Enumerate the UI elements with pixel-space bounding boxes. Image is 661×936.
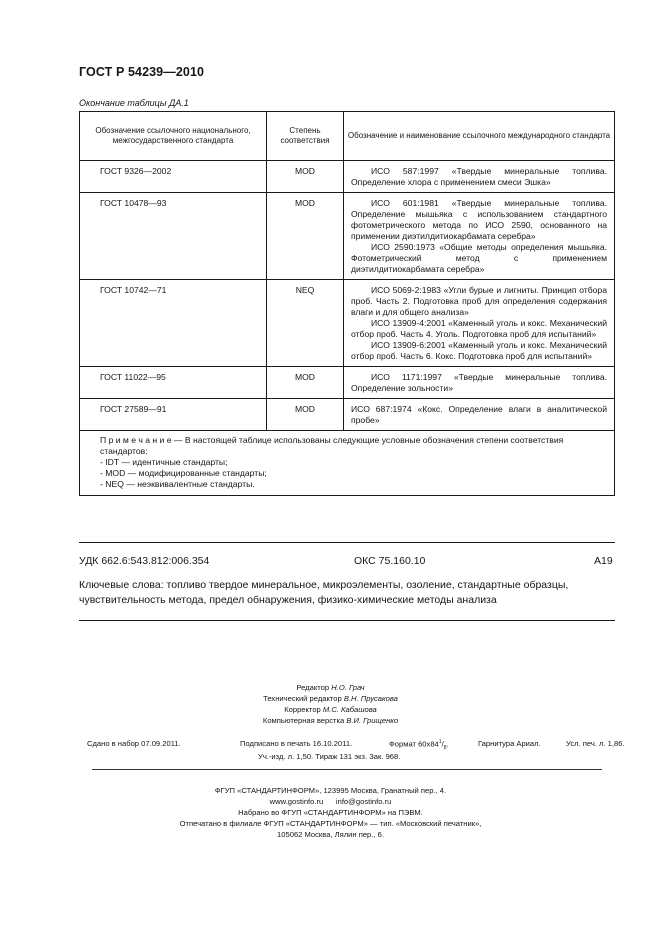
reference-line: ИСО 587:1997 «Твердые минеральные топлива. Определение хлора с применением смеси Эшка»	[351, 166, 607, 187]
classification-code: А19	[594, 555, 613, 567]
table-row	[80, 193, 615, 280]
staff-name: В.И. Грищенко	[346, 716, 399, 725]
publisher-web: www.gostinfo.ru info@gostinfo.ru	[269, 797, 392, 806]
staff-name: Н.О. Грач	[331, 683, 365, 692]
table-note	[80, 431, 615, 496]
publisher-line: ФГУП «СТАНДАРТИНФОРМ», 123995 Москва, Гранатный пер., 4.	[214, 786, 447, 795]
staff-corrector	[0, 705, 661, 714]
print-format	[389, 739, 449, 751]
note-item: - IDT — идентичные стандарты;	[100, 457, 228, 467]
print-edition: Уч.-изд. л. 1,50. Тираж 131 экз. Зак. 968.	[258, 752, 401, 761]
table-row	[80, 280, 615, 367]
divider-thin	[92, 769, 602, 770]
print-typeface: Гарнитура Ариал.	[478, 739, 541, 748]
international-standard-cell	[344, 193, 615, 280]
table-row	[80, 161, 615, 193]
note-text	[100, 435, 608, 457]
format-sub: 8	[443, 745, 447, 752]
staff-layout	[0, 716, 661, 725]
print-submitted: Сдано в набор 07.09.2011.	[87, 739, 181, 748]
reference-line: ИСО 601:1981 «Твердые минеральные топлива. Определение мышьяка с использованием стандартного фотометрического метода по ИСО 2590, основанного на применении диэтилдитиокарбамата серебра»	[351, 198, 607, 241]
reference-line: ИСО 2590:1973 «Общие методы определения мышьяка. Фотометрический метод с применением диэтилдитиокарбамата серебра»	[351, 242, 607, 274]
divider-bottom	[79, 620, 615, 621]
reference-line: ИСО 1171:1997 «Твердые минеральные топлива. Определение зольности»	[351, 372, 607, 393]
table-header-row	[80, 112, 615, 161]
staff-role: Компьютерная верстка	[262, 716, 345, 725]
degree-cell: MOD	[267, 193, 344, 280]
international-standard-cell	[344, 280, 615, 367]
staff-name: М.С. Кабашова	[322, 705, 377, 714]
staff-role: Корректор	[284, 705, 321, 714]
print-signed: Подписано в печать 16.10.2011.	[240, 739, 353, 748]
table-row	[80, 367, 615, 399]
publisher-line: Набрано во ФГУП «СТАНДАРТИНФОРМ» на ПЭВМ.	[238, 808, 423, 817]
international-standard-cell	[344, 161, 615, 193]
staff-role: Технический редактор	[263, 694, 342, 703]
column-header-national-standard: Обозначение ссылочного национального, межгосударственного стандарта	[80, 112, 267, 161]
degree-cell: MOD	[267, 399, 344, 431]
column-header-international-standard: Обозначение и наименование ссылочного международного стандарта	[344, 112, 615, 161]
note-item: - NEQ — неэквивалентные стандарты.	[100, 479, 255, 489]
national-standard-cell: ГОСТ 11022—95	[80, 367, 267, 399]
note-body: — В настоящей таблице использованы следующие условные обозначения степени соответствия стандартов:	[100, 435, 564, 456]
format-slash: /	[441, 739, 444, 749]
staff-name: В.Н. Прусакова	[343, 694, 398, 703]
degree-cell: MOD	[267, 161, 344, 193]
note-label: П р и м е ч а н и е	[100, 435, 172, 445]
page-header-title: ГОСТ Р 54239—2010	[79, 65, 205, 79]
national-standard-cell: ГОСТ 9326—2002	[80, 161, 267, 193]
format-sup: 1	[438, 739, 442, 745]
reference-table	[79, 111, 615, 496]
note-item: - MOD — модифицированные стандарты;	[100, 468, 267, 478]
format-value: Формат 60х84	[389, 739, 439, 749]
national-standard-cell: ГОСТ 10478—93	[80, 193, 267, 280]
print-sheets: Усл. печ. л. 1,86.	[566, 739, 625, 748]
degree-cell: NEQ	[267, 280, 344, 367]
table-caption: Окончание таблицы ДА.1	[79, 98, 189, 108]
table-note-row	[80, 431, 615, 496]
format-dot: .	[446, 739, 449, 749]
reference-line: ИСО 687:1974 «Кокс. Определение влаги в аналитической пробе»	[351, 404, 607, 425]
international-standard-cell	[344, 367, 615, 399]
national-standard-cell: ГОСТ 27589—91	[80, 399, 267, 431]
publisher-address: 105062 Москва, Лялин пер., 6.	[277, 830, 384, 839]
oks-code: ОКС 75.160.10	[354, 555, 426, 567]
degree-cell: MOD	[267, 367, 344, 399]
keywords: Ключевые слова: топливо твердое минеральное, микроэлементы, озоление, стандартные образцы, чувствительность метода, предел обнаружения, физико-химические методы анализа	[79, 579, 569, 606]
publisher-line: Отпечатано в филиале ФГУП «СТАНДАРТИНФОРМ» — тип. «Московский печатник»,	[179, 819, 482, 828]
divider-top	[79, 542, 615, 543]
column-header-degree: Степень соответствия	[267, 112, 344, 161]
reference-line: ИСО 13909-4:2001 «Каменный уголь и кокс. Механический отбор проб. Часть 4. Уголь. Подготовка проб для испытаний»	[351, 318, 607, 339]
table-row	[80, 399, 615, 431]
reference-line: ИСО 13909-6:2001 «Каменный уголь и кокс. Механический отбор проб. Часть 6. Кокс. Подготовка проб для испытаний»	[351, 340, 607, 361]
udk-code: УДК 662.6:543.812:006.354	[79, 555, 210, 567]
reference-line: ИСО 5069-2:1983 «Угли бурые и лигниты. Принцип отбора проб. Часть 2. Подготовка проб для определения содержания влаги и для общего анализа»	[351, 285, 607, 317]
staff-tech-editor	[0, 694, 661, 703]
staff-role: Редактор	[296, 683, 330, 692]
national-standard-cell: ГОСТ 10742—71	[80, 280, 267, 367]
international-standard-cell	[344, 399, 615, 431]
staff-editor	[0, 683, 661, 692]
